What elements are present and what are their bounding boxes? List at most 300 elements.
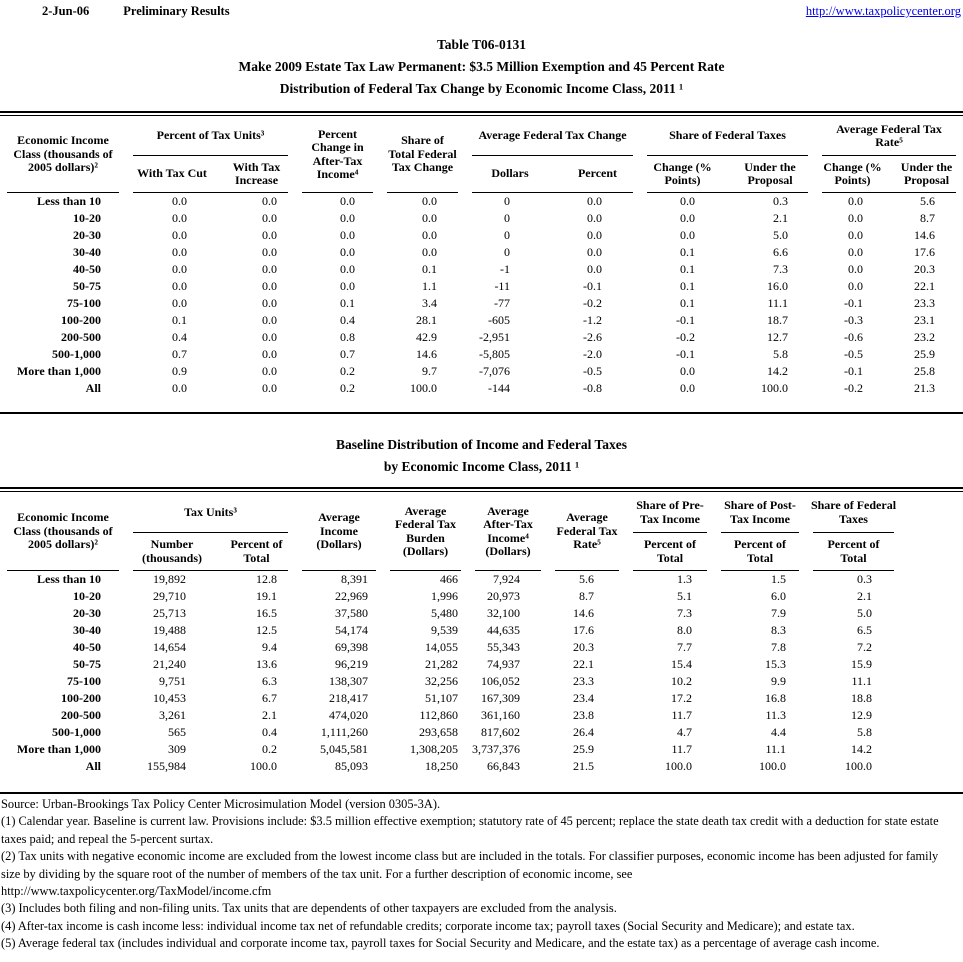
row-label: Less than 10 [36, 572, 101, 586]
cell-share-total-change: 0.0 [422, 194, 437, 208]
cell-share-pre-tax: 100.0 [665, 759, 692, 773]
cell-rate-under-proposal: 21.3 [914, 381, 936, 395]
cell-pct-change-ati: 0.4 [340, 313, 355, 327]
cell-pct-change-ati: 0.0 [340, 245, 355, 259]
cell-rate-under-proposal: 22.1 [914, 279, 936, 293]
cell-share-total-change: 0.0 [422, 228, 437, 242]
cell-share-change-points: 0.0 [680, 228, 696, 242]
cell-avg-tax-burden: 9,539 [431, 623, 458, 637]
cell-rate-change-points: -0.6 [844, 330, 864, 344]
cell-share-under-proposal: 2.1 [773, 211, 789, 225]
meta-row [0, 0, 963, 19]
report-status: Preliminary Results [123, 4, 230, 18]
cell-spacer [901, 622, 963, 639]
cell-share-change-points: -0.2 [676, 330, 696, 344]
cell-share-change-points: 0.0 [680, 211, 696, 225]
cell-average-income: 85,093 [335, 759, 368, 773]
cell-with-tax-increase: 0.0 [262, 262, 277, 276]
cell-share-post-tax: 11.1 [765, 742, 786, 756]
cell-spacer [901, 758, 963, 775]
cell-share-post-tax: 6.0 [771, 589, 786, 603]
cell-with-tax-cut: 0.7 [172, 347, 187, 361]
row-label: 200-500 [61, 330, 101, 344]
table-number-title: Table T06-0131 [437, 37, 526, 52]
cell-avg-tax-rate: 17.6 [573, 623, 594, 637]
cell-pct-change-ati: 0.0 [340, 279, 355, 293]
t1-col-under-proposal-rate: Under the Proposal [900, 159, 953, 187]
cell-avg-after-tax-income: 167,309 [481, 691, 520, 705]
cell-rate-under-proposal: 14.6 [914, 228, 936, 242]
row-label: 40-50 [73, 640, 101, 654]
cell-avg-after-tax-income: 66,843 [487, 759, 520, 773]
cell-avg-tax-rate: 23.4 [573, 691, 594, 705]
cell-with-tax-cut: 0.0 [172, 262, 187, 276]
cell-spacer [901, 673, 963, 690]
cell-rate-change-points: 0.0 [848, 194, 864, 208]
table-row [0, 622, 963, 639]
t1-col-share-of-total-change: Share of Total Federal Tax Change [380, 116, 465, 193]
t1-col-with-tax-cut: With Tax Cut [137, 166, 207, 181]
cell-avg-after-tax-income: 20,973 [487, 589, 520, 603]
cell-share-total-change: 0.0 [422, 211, 437, 225]
cell-rate-under-proposal: 20.3 [914, 262, 936, 276]
cell-avg-change-dollars: 0 [504, 228, 510, 242]
cell-share-change-points: 0.1 [680, 296, 696, 310]
cell-share-pre-tax: 7.3 [677, 606, 692, 620]
cell-with-tax-cut: 0.0 [172, 296, 187, 310]
cell-share-change-points: 0.1 [680, 279, 696, 293]
cell-avg-change-dollars: -144 [488, 381, 510, 395]
cell-with-tax-cut: 0.4 [172, 330, 187, 344]
row-label: More than 1,000 [16, 742, 101, 756]
cell-share-under-proposal: 6.6 [773, 245, 789, 259]
cell-share-change-points: 0.1 [680, 245, 696, 259]
cell-avg-tax-burden: 112,860 [419, 708, 458, 722]
row-label: 40-50 [73, 262, 101, 276]
cell-share-federal-taxes: 6.5 [857, 623, 872, 637]
table-row [0, 741, 963, 758]
cell-avg-tax-rate: 8.7 [579, 589, 594, 603]
cell-avg-tax-rate: 5.6 [579, 572, 594, 586]
table-row [0, 690, 963, 707]
t1-col-dollars: Dollars [491, 166, 529, 181]
cell-avg-change-dollars: -7,076 [479, 364, 510, 378]
cell-share-post-tax: 7.8 [771, 640, 786, 654]
cell-avg-change-percent: -1.2 [583, 313, 603, 327]
cell-number-thousands: 29,710 [153, 589, 186, 603]
cell-avg-change-dollars: 0 [504, 211, 510, 225]
cell-spacer [901, 690, 963, 707]
cell-average-income: 22,969 [335, 589, 368, 603]
cell-number-thousands: 25,713 [153, 606, 186, 620]
cell-average-income: 138,307 [329, 674, 368, 688]
cell-share-under-proposal: 5.0 [773, 228, 789, 242]
cell-pct-change-ati: 0.2 [340, 381, 355, 395]
cell-avg-change-percent: -2.6 [583, 330, 603, 344]
row-label: 50-75 [73, 279, 101, 293]
cell-rate-change-points: 0.0 [848, 228, 864, 242]
cell-with-tax-increase: 0.0 [262, 381, 277, 395]
cell-share-under-proposal: 5.8 [773, 347, 789, 361]
cell-avg-tax-burden: 1,308,205 [410, 742, 458, 756]
cell-avg-tax-burden: 1,996 [431, 589, 458, 603]
cell-share-change-points: 0.0 [680, 194, 696, 208]
cell-share-change-points: 0.0 [680, 381, 696, 395]
cell-share-federal-taxes: 100.0 [845, 759, 872, 773]
cell-with-tax-increase: 0.0 [262, 364, 277, 378]
cell-avg-tax-rate: 22.1 [573, 657, 594, 671]
cell-pct-change-ati: 0.0 [340, 262, 355, 276]
cell-share-pre-tax: 8.0 [677, 623, 692, 637]
t2-spacer-column [901, 492, 963, 571]
cell-rate-change-points: -0.5 [844, 347, 864, 361]
cell-pct-change-ati: 0.8 [340, 330, 355, 344]
cell-spacer [901, 656, 963, 673]
cell-pct-change-ati: 0.7 [340, 347, 355, 361]
cell-spacer [901, 707, 963, 724]
source-note: Source: Urban-Brookings Tax Policy Center Microsimulation Model (version 0305-3A). [1, 797, 441, 811]
cell-share-post-tax: 1.5 [771, 572, 786, 586]
report-date: 2-Jun-06 [42, 4, 90, 18]
cell-avg-after-tax-income: 7,924 [493, 572, 520, 586]
cell-number-thousands: 9,751 [159, 674, 186, 688]
cell-share-under-proposal: 12.7 [767, 330, 789, 344]
cell-share-post-tax: 8.3 [771, 623, 786, 637]
cell-percent-of-total-units: 6.3 [262, 674, 277, 688]
cell-share-total-change: 28.1 [416, 313, 437, 327]
cell-rate-under-proposal: 8.7 [920, 211, 936, 225]
cell-rate-under-proposal: 23.1 [914, 313, 936, 327]
baseline-distribution-table [0, 492, 963, 775]
table2-body [0, 571, 963, 775]
cell-share-federal-taxes: 11.1 [851, 674, 872, 688]
cell-share-under-proposal: 0.3 [773, 194, 789, 208]
table-row [0, 278, 963, 295]
cell-avg-change-dollars: 0 [504, 194, 510, 208]
cell-with-tax-increase: 0.0 [262, 211, 277, 225]
cell-percent-of-total-units: 2.1 [262, 708, 277, 722]
cell-share-under-proposal: 7.3 [773, 262, 789, 276]
cell-share-federal-taxes: 5.8 [857, 725, 872, 739]
cell-rate-change-points: -0.3 [844, 313, 864, 327]
cell-share-federal-taxes: 5.0 [857, 606, 872, 620]
cell-rate-change-points: 0.0 [848, 211, 864, 225]
t2-col-percent-of-total-pre: Percent of Total [643, 537, 697, 565]
cell-rate-under-proposal: 25.8 [914, 364, 936, 378]
cell-with-tax-increase: 0.0 [262, 347, 277, 361]
cell-avg-tax-burden: 32,256 [425, 674, 458, 688]
table-row [0, 244, 963, 261]
row-label: All [85, 381, 101, 395]
cell-share-pre-tax: 5.1 [677, 589, 692, 603]
t1-col-economic-income-class: Economic Income Class (thousands of 2005 dollars)² [0, 116, 126, 193]
t1-col-change-points-rate: Change (% Points) [823, 159, 882, 187]
federal-tax-change-table [0, 116, 963, 397]
cell-percent-of-total-units: 16.5 [256, 606, 277, 620]
table-row [0, 707, 963, 724]
table-row [0, 261, 963, 278]
row-label: 100-200 [61, 691, 101, 705]
cell-share-total-change: 100.0 [410, 381, 437, 395]
cell-avg-after-tax-income: 74,937 [487, 657, 520, 671]
cell-avg-change-percent: -0.5 [583, 364, 603, 378]
footnote-2-url: http://www.taxpolicycenter.org/TaxModel/income.cfm [1, 884, 272, 899]
cell-avg-tax-rate: 25.9 [573, 742, 594, 756]
cell-average-income: 37,580 [335, 606, 368, 620]
cell-avg-change-percent: 0.0 [587, 194, 603, 208]
distribution-title: Distribution of Federal Tax Change by Economic Income Class, 2011 ¹ [279, 81, 684, 96]
footnote-4: (4) After-tax income is cash income less: individual income tax net of refundable credits; corporate income tax; payroll taxes (Social Security and Medicare); and estate tax. [1, 918, 855, 933]
cell-percent-of-total-units: 12.8 [256, 572, 277, 586]
table1-bottom-rule [0, 412, 963, 414]
cell-percent-of-total-units: 6.7 [262, 691, 277, 705]
cell-spacer [901, 605, 963, 622]
cell-with-tax-cut: 0.0 [172, 228, 187, 242]
t2-col-avg-after-tax-income: Average After-Tax Income⁴ (Dollars) [468, 492, 548, 571]
cell-number-thousands: 14,654 [153, 640, 186, 654]
row-label: 75-100 [67, 296, 101, 310]
footnote-2: (2) Tax units with negative economic income are excluded from the lowest income class but are included in the totals. For classifier purposes, economic income has been adjusted for family size by dividing by the square root of the number of members of the tax unit. For a further description of economic income, see [1, 849, 939, 881]
t1-col-under-proposal-taxes: Under the Proposal [744, 159, 796, 187]
cell-average-income: 218,417 [329, 691, 368, 705]
cell-percent-of-total-units: 13.6 [256, 657, 277, 671]
cell-spacer [901, 724, 963, 741]
table-row [0, 724, 963, 741]
cell-share-pre-tax: 4.7 [677, 725, 692, 739]
row-label: 50-75 [73, 657, 101, 671]
footnote-3: (3) Includes both filing and non-filing units. Tax units that are dependents of other taxpayers are excluded from the analysis. [1, 901, 617, 916]
cell-avg-tax-burden: 21,282 [425, 657, 458, 671]
cell-avg-change-percent: -0.1 [583, 279, 603, 293]
table2-header [0, 492, 963, 571]
cell-share-total-change: 14.6 [416, 347, 437, 361]
cell-share-total-change: 9.7 [422, 364, 437, 378]
cell-average-income: 8,391 [341, 572, 368, 586]
table-row [0, 605, 963, 622]
cell-avg-change-percent: 0.0 [587, 211, 603, 225]
cell-spacer [901, 588, 963, 605]
cell-pct-change-ati: 0.2 [340, 364, 355, 378]
cell-average-income: 69,398 [335, 640, 368, 654]
cell-average-income: 5,045,581 [320, 742, 368, 756]
cell-share-pre-tax: 10.2 [671, 674, 692, 688]
cell-rate-under-proposal: 23.2 [914, 330, 936, 344]
t1-col-pct-change-after-tax-income: Percent Change in After-Tax Income⁴ [295, 116, 380, 193]
cell-rate-under-proposal: 23.3 [914, 296, 936, 310]
cell-with-tax-increase: 0.0 [262, 279, 277, 293]
t2-group-share-post-tax-income: Share of Post-Tax Income [714, 492, 806, 533]
cell-share-under-proposal: 11.1 [767, 296, 789, 310]
cell-avg-change-dollars: -5,805 [479, 347, 510, 361]
t2-col-percent-of-total-units: Percent of Total [230, 537, 283, 565]
table1-header [0, 116, 963, 193]
cell-spacer [901, 571, 963, 588]
row-label: 500-1,000 [52, 347, 101, 361]
cell-with-tax-increase: 0.0 [262, 228, 277, 242]
table-row [0, 346, 963, 363]
cell-rate-change-points: 0.0 [848, 279, 864, 293]
cell-share-under-proposal: 16.0 [767, 279, 789, 293]
cell-share-post-tax: 4.4 [771, 725, 786, 739]
cell-share-federal-taxes: 14.2 [851, 742, 872, 756]
cell-avg-after-tax-income: 817,602 [481, 725, 520, 739]
cell-share-federal-taxes: 0.3 [857, 572, 872, 586]
cell-avg-tax-burden: 293,658 [419, 725, 458, 739]
cell-share-under-proposal: 14.2 [767, 364, 789, 378]
cell-average-income: 474,020 [329, 708, 368, 722]
cell-average-income: 96,219 [335, 657, 368, 671]
cell-avg-change-dollars: -605 [488, 313, 510, 327]
row-label: 20-30 [73, 606, 101, 620]
cell-share-federal-taxes: 2.1 [857, 589, 872, 603]
cell-percent-of-total-units: 12.5 [256, 623, 277, 637]
table-row [0, 571, 963, 588]
cell-with-tax-cut: 0.0 [172, 279, 187, 293]
cell-average-income: 54,174 [335, 623, 368, 637]
cell-avg-change-dollars: -1 [500, 262, 510, 276]
cell-share-change-points: 0.1 [680, 262, 696, 276]
footnote-1: (1) Calendar year. Baseline is current law. Provisions include: $3.5 million effective exemption; statutory rate of 45 percent; replace the state death tax credit with a deduction for state estate taxes paid; and repeal the 5-percent surtax. [1, 814, 939, 846]
cell-avg-tax-rate: 14.6 [573, 606, 594, 620]
baseline-subtitle: by Economic Income Class, 2011 ¹ [383, 459, 580, 474]
cell-number-thousands: 19,488 [153, 623, 186, 637]
cell-avg-tax-burden: 5,480 [431, 606, 458, 620]
row-label: 30-40 [73, 245, 101, 259]
cell-avg-change-dollars: -2,951 [479, 330, 510, 344]
cell-with-tax-cut: 0.0 [172, 194, 187, 208]
cell-with-tax-increase: 0.0 [262, 296, 277, 310]
cell-rate-change-points: -0.1 [844, 364, 864, 378]
cell-pct-change-ati: 0.0 [340, 194, 355, 208]
cell-share-post-tax: 7.9 [771, 606, 786, 620]
cell-with-tax-cut: 0.1 [172, 313, 187, 327]
cell-share-post-tax: 100.0 [759, 759, 786, 773]
cell-rate-change-points: 0.0 [848, 262, 864, 276]
cell-avg-tax-burden: 18,250 [425, 759, 458, 773]
cell-spacer [901, 639, 963, 656]
t1-col-change-points-taxes: Change (% Points) [653, 159, 712, 187]
taxpolicycenter-link[interactable]: http://www.taxpolicycenter.org [805, 4, 961, 18]
cell-avg-tax-rate: 23.3 [573, 674, 594, 688]
cell-share-federal-taxes: 12.9 [851, 708, 872, 722]
t2-col-avg-federal-tax-burden: Average Federal Tax Burden (Dollars) [383, 492, 468, 571]
cell-share-change-points: 0.0 [680, 364, 696, 378]
row-label: 75-100 [67, 674, 101, 688]
row-label: 10-20 [73, 211, 101, 225]
baseline-title: Baseline Distribution of Income and Federal Taxes [335, 437, 627, 452]
cell-share-pre-tax: 17.2 [671, 691, 692, 705]
cell-share-post-tax: 15.3 [765, 657, 786, 671]
cell-share-post-tax: 11.3 [765, 708, 786, 722]
t1-group-avg-federal-tax-rate: Average Federal Tax Rate⁵ [815, 116, 963, 156]
cell-rate-change-points: -0.1 [844, 296, 864, 310]
cell-share-post-tax: 16.8 [765, 691, 786, 705]
cell-with-tax-cut: 0.0 [172, 211, 187, 225]
cell-avg-after-tax-income: 106,052 [481, 674, 520, 688]
cell-pct-change-ati: 0.1 [340, 296, 355, 310]
footnote-5: (5) Average federal tax (includes individual and corporate income tax, payroll taxes for Social Security and Medicare, and the estate tax) as a percentage of average cash income. [1, 936, 880, 951]
proposal-title: Make 2009 Estate Tax Law Permanent: $3.5 Million Exemption and 45 Percent Rate [238, 59, 725, 74]
table1-title-block [0, 34, 963, 100]
row-label: 200-500 [61, 708, 101, 722]
footnotes [0, 794, 963, 953]
cell-share-pre-tax: 11.7 [671, 742, 692, 756]
cell-number-thousands: 21,240 [153, 657, 186, 671]
cell-with-tax-cut: 0.0 [172, 245, 187, 259]
cell-number-thousands: 565 [168, 725, 186, 739]
cell-share-federal-taxes: 18.8 [851, 691, 872, 705]
t1-group-avg-federal-tax-change: Average Federal Tax Change [465, 116, 640, 156]
cell-avg-tax-rate: 23.8 [573, 708, 594, 722]
cell-number-thousands: 19,892 [153, 572, 186, 586]
table1-body [0, 193, 963, 397]
cell-share-total-change: 0.1 [422, 262, 437, 276]
cell-avg-after-tax-income: 3,737,376 [472, 742, 520, 756]
cell-percent-of-total-units: 0.2 [262, 742, 277, 756]
cell-rate-under-proposal: 17.6 [914, 245, 936, 259]
row-label: 10-20 [73, 589, 101, 603]
table-row [0, 193, 963, 210]
cell-number-thousands: 3,261 [159, 708, 186, 722]
t1-group-percent-of-tax-units: Percent of Tax Units³ [126, 116, 295, 156]
cell-rate-under-proposal: 5.6 [920, 194, 936, 208]
cell-avg-change-dollars: -11 [494, 279, 510, 293]
cell-avg-tax-rate: 26.4 [573, 725, 594, 739]
cell-avg-after-tax-income: 361,160 [481, 708, 520, 722]
cell-with-tax-cut: 0.9 [172, 364, 187, 378]
cell-share-pre-tax: 1.3 [677, 572, 692, 586]
cell-with-tax-increase: 0.0 [262, 330, 277, 344]
cell-share-post-tax: 9.9 [771, 674, 786, 688]
cell-with-tax-increase: 0.0 [262, 245, 277, 259]
cell-avg-change-percent: 0.0 [587, 228, 603, 242]
row-label: 500-1,000 [52, 725, 101, 739]
t2-group-share-federal-taxes: Share of Federal Taxes [806, 492, 901, 533]
cell-avg-tax-rate: 21.5 [573, 759, 594, 773]
cell-share-total-change: 42.9 [416, 330, 437, 344]
t2-col-average-income: Average Income (Dollars) [295, 492, 383, 571]
row-label: More than 1,000 [16, 364, 101, 378]
table-row [0, 380, 963, 397]
cell-avg-change-percent: 0.0 [587, 262, 603, 276]
cell-share-pre-tax: 7.7 [677, 640, 692, 654]
table-row [0, 295, 963, 312]
cell-percent-of-total-units: 100.0 [250, 759, 277, 773]
cell-avg-change-percent: 0.0 [587, 245, 603, 259]
cell-avg-change-percent: -0.2 [583, 296, 603, 310]
cell-share-under-proposal: 18.7 [767, 313, 789, 327]
cell-avg-tax-burden: 14,055 [425, 640, 458, 654]
cell-share-change-points: -0.1 [676, 313, 696, 327]
cell-avg-after-tax-income: 44,635 [487, 623, 520, 637]
cell-share-pre-tax: 11.7 [671, 708, 692, 722]
t2-group-share-pre-tax-income: Share of Pre-Tax Income [626, 492, 714, 533]
cell-share-federal-taxes: 15.9 [851, 657, 872, 671]
table-row [0, 758, 963, 775]
cell-avg-after-tax-income: 55,343 [487, 640, 520, 654]
cell-spacer [901, 741, 963, 758]
cell-percent-of-total-units: 19.1 [256, 589, 277, 603]
table-row [0, 312, 963, 329]
table-row [0, 656, 963, 673]
cell-number-thousands: 309 [168, 742, 186, 756]
cell-avg-tax-burden: 51,107 [425, 691, 458, 705]
table-row [0, 329, 963, 346]
table2-title-block [0, 434, 963, 478]
t2-col-percent-of-total-post: Percent of Total [733, 537, 787, 565]
cell-with-tax-cut: 0.0 [172, 381, 187, 395]
t1-col-percent: Percent [577, 166, 618, 181]
